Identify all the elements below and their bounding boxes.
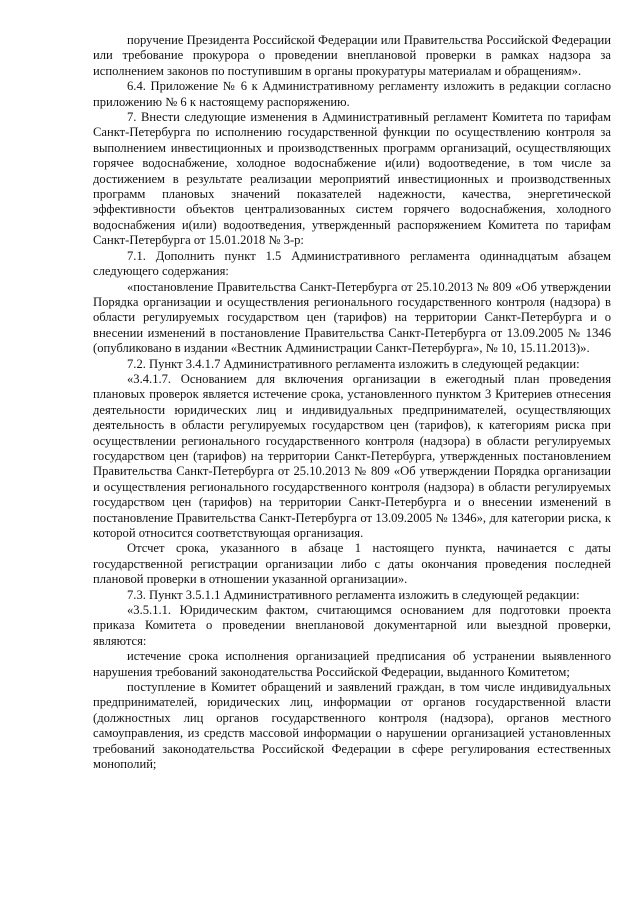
paragraph-7-2: 7.2. Пункт 3.4.1.7 Административного регламента изложить в следующей редакции: (127, 356, 580, 371)
paragraph-period-start: Отсчет срока, указанного в абзаце 1 настоящего пункта, начинается с даты государственной регистрации организации либо с даты окончания проведения последней плановой проверки в отношении указанной организации». (93, 541, 611, 587)
paragraph-3-5-1-1: «3.5.1.1. Юридическим фактом, считающимся основанием для подготовки проекта приказа Комитета о проведении внеплановой документарной или выездной проверки, являются: (93, 603, 611, 648)
paragraph-complaints: поступление в Комитет обращений и заявлений граждан, в том числе индивидуальных предпринимателей, юридических лиц, информации от органов государственной власти (должностных лиц органов государственного контроля (надзора), органов местного самоуправления, из средств массовой информации о нарушении организацией установленных требований законодательства Российской Федерации в сфере регулирования естественных монополий; (93, 680, 611, 772)
paragraph-6-4: 6.4. Приложение № 6 к Административному регламенту изложить в редакции согласно приложению № 6 к настоящему распоряжению. (93, 79, 611, 109)
document-body (93, 33, 611, 773)
paragraph-7-1-quote: «постановление Правительства Санкт-Петербурга от 25.10.2013 № 809 «Об утверждении Порядка организации и осуществления регионального государственного контроля (надзора) в области регулируемых государством цен (тарифов) на территории Санкт-Петербурга и о внесении изменений в постановление Правительства Санкт-Петербурга от 13.09.2005 № 1346 (опубликовано в издании «Вестник Администрации Санкт-Петербурга», № 10, 15.11.2013)». (93, 279, 611, 356)
paragraph-7-1: 7.1. Дополнить пункт 1.5 Административного регламента одиннадцатым абзацем следующего содержания: (93, 248, 611, 279)
paragraph-3-4-1-7: «3.4.1.7. Основанием для включения организации в ежегодный план проведения плановых проверок является истечение срока, установленного пунктом 3 Критериев отнесения деятельности юридических лиц и индивидуальных предпринимателей, осуществляющих деятельность в области регулируемых государством цен (тарифов), к категориям риска при осуществлении регионального государственного контроля (надзора) в области регулируемых государством цен (тарифов) на территории Санкт-Петербурга, утвержденных постановлением Правительства Санкт-Петербурга от 25.10.2013 № 809 «Об утверждении Порядка организации и осуществления регионального государственного контроля (надзора) в области регулируемых государством цен (тарифов) на территории Санкт-Петербурга и о внесении изменений в постановление Правительства Санкт-Петербурга от 13.09.2005 № 1346», для категории риска, к которой относится соответствующая организация. (93, 371, 611, 540)
paragraph-7: 7. Внести следующие изменения в Административный регламент Комитета по тарифам Санкт-Петербурга по исполнению государственной функции по осуществлению контроля за выполнением инвестиционных и производственных программ организаций, осуществляющих горячее водоснабжение, холодное водоснабжение и(или) водоотведение, в том числе за достижением в результате реализации мероприятий инвестиционных и производственных программ плановых значений показателей надежности, качества, энергетической эффективности объектов централизованных систем горячего водоснабжения, холодного водоснабжения и(или) водоотведения, утвержденный распоряжением Комитета по тарифам Санкт-Петербурга от 15.01.2018 № 3-р: (93, 110, 611, 248)
paragraph-continuation: поручение Президента Российской Федерации или Правительства Российской Федерации или требование прокурора о проведении внеплановой проверки в рамках надзора за исполнением законов по поступившим в органы прокуратуры материалам и обращениям». (93, 33, 611, 78)
paragraph-7-3: 7.3. Пункт 3.5.1.1 Административного регламента изложить в следующей редакции: (127, 587, 580, 602)
paragraph-deadline-expiry: истечение срока исполнения организацией предписания об устранении выявленного нарушения требований законодательства Российской Федерации, выданного Комитетом; (93, 649, 611, 679)
